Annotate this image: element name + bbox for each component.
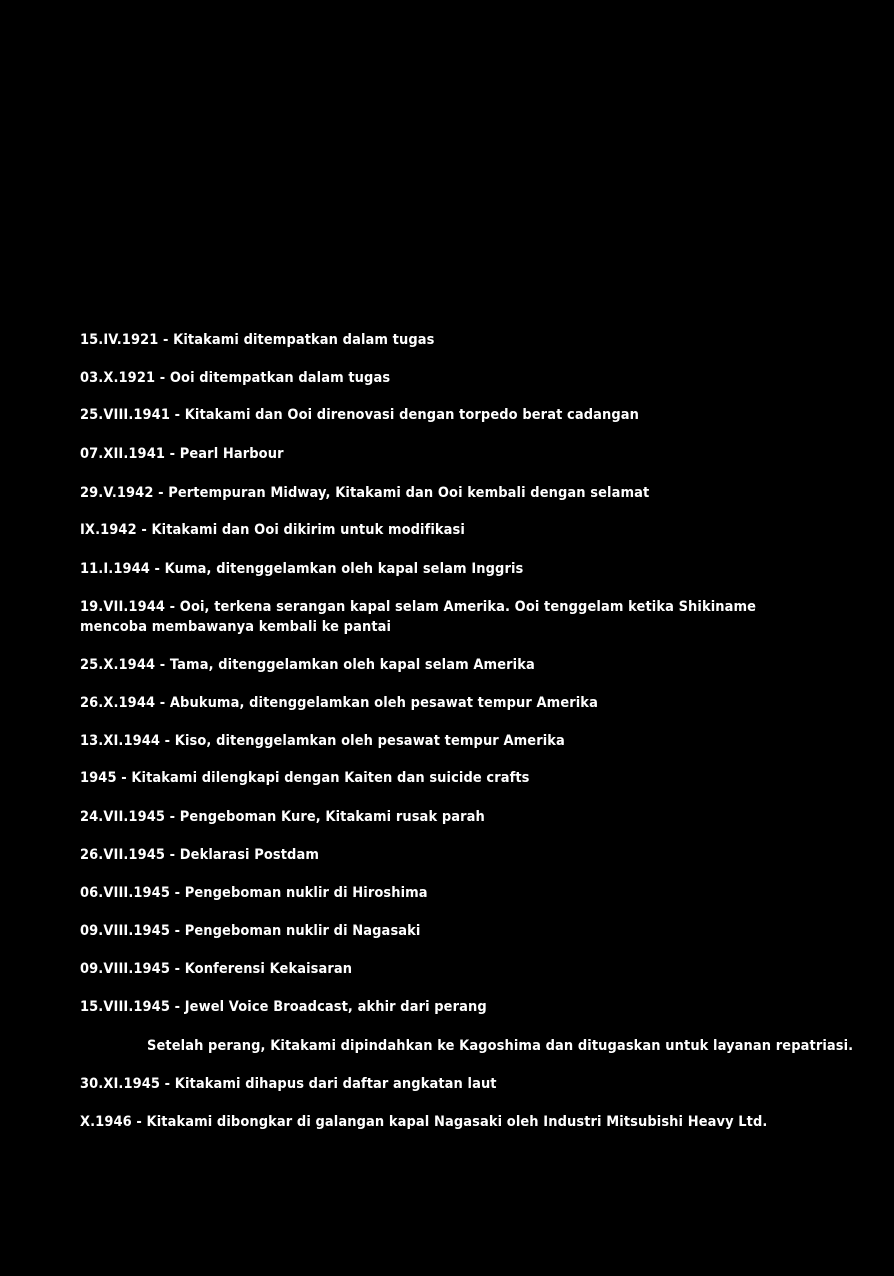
postwar-note: Setelah perang, Kitakami dipindahkan ke Kagoshima dan ditugaskan untuk layanan repatriasi.	[147, 1038, 854, 1054]
timeline-entry: 06.VIII.1945 - Pengeboman nuklir di Hiroshima	[80, 885, 428, 901]
timeline-entry: 03.X.1921 - Ooi ditempatkan dalam tugas	[80, 370, 391, 386]
timeline-entry: 09.VIII.1945 - Pengeboman nuklir di Nagasaki	[80, 923, 421, 939]
timeline-entry: 19.VII.1944 - Ooi, terkena serangan kapal selam Amerika. Ooi tenggelam ketika Shikiname mencoba membawanya kembali ke pantai	[80, 599, 757, 635]
timeline-entry: 11.I.1944 - Kuma, ditenggelamkan oleh kapal selam Inggris	[80, 561, 524, 577]
timeline-entry: IX.1942 - Kitakami dan Ooi dikirim untuk modifikasi	[80, 522, 465, 538]
timeline-entry: X.1946 - Kitakami dibongkar di galangan kapal Nagasaki oleh Industri Mitsubishi Heavy Ltd.	[80, 1114, 768, 1130]
timeline-entry: 13.XI.1944 - Kiso, ditenggelamkan oleh pesawat tempur Amerika	[80, 733, 565, 749]
timeline-entry: 26.X.1944 - Abukuma, ditenggelamkan oleh pesawat tempur Amerika	[80, 695, 598, 711]
timeline-entry: 24.VII.1945 - Pengeboman Kure, Kitakami rusak parah	[80, 809, 485, 825]
timeline-entry: 25.VIII.1941 - Kitakami dan Ooi direnovasi dengan torpedo berat cadangan	[80, 407, 640, 423]
timeline-entry: 15.IV.1921 - Kitakami ditempatkan dalam tugas	[80, 332, 435, 348]
timeline-entry: 09.VIII.1945 - Konferensi Kekaisaran	[80, 961, 353, 977]
timeline-entry: 29.V.1942 - Pertempuran Midway, Kitakami dan Ooi kembali dengan selamat	[80, 485, 650, 501]
timeline-entry: 1945 - Kitakami dilengkapi dengan Kaiten dan suicide crafts	[80, 770, 530, 786]
timeline-entry: 07.XII.1941 - Pearl Harbour	[80, 446, 284, 462]
timeline-entry: 26.VII.1945 - Deklarasi Postdam	[80, 847, 320, 863]
timeline-entry: 30.XI.1945 - Kitakami dihapus dari daftar angkatan laut	[80, 1076, 497, 1092]
timeline-entry: 15.VIII.1945 - Jewel Voice Broadcast, akhir dari perang	[80, 999, 487, 1015]
timeline-entry: 25.X.1944 - Tama, ditenggelamkan oleh kapal selam Amerika	[80, 657, 535, 673]
